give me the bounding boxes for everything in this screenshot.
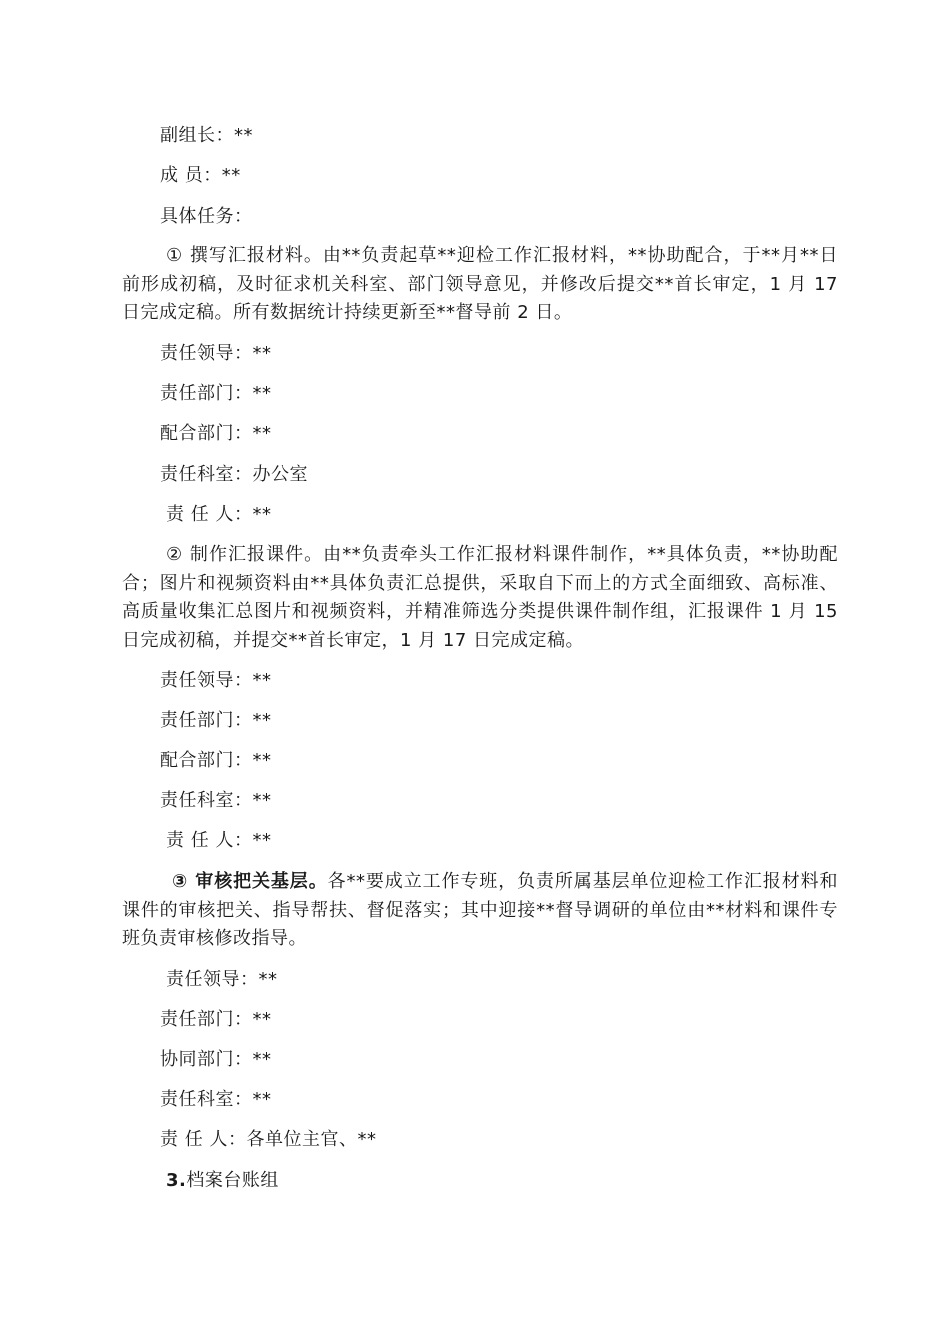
task1-lead: ① 撰写汇报材料。 <box>166 245 323 266</box>
task1-leader: 责任领导：** <box>160 343 272 364</box>
vice-leader-line: 副组长：** <box>160 125 253 146</box>
task1-person: 责 任 人：** <box>166 504 272 525</box>
task3-leader: 责任领导：** <box>166 969 278 990</box>
task3-coop: 协同部门：** <box>160 1049 272 1070</box>
task2-coop: 配合部门：** <box>160 750 272 771</box>
task1-coop: 配合部门：** <box>160 423 272 444</box>
task1-paragraph <box>122 242 838 328</box>
task2-body: 由**负责牵头工作汇报材料课件制作，**具体负责，**协助配合；图片和视频资料由**具体负责汇总提供，采取自下而上的方式全面细致、高标准、高质量收集汇总图片和视频资料，并精准筛选分类提供课件制作组，汇报课件 1 月 15 日完成初稿，并提交**首长审定，1 月 17 日完成定稿。 <box>122 544 839 651</box>
task3-office: 责任科室：** <box>160 1089 272 1110</box>
section3-number: 3. <box>166 1170 187 1191</box>
task3-paragraph <box>122 868 838 954</box>
tasks-heading: 具体任务： <box>160 206 253 227</box>
task3-body: 各**要成立工作专班，负责所属基层单位迎检工作汇报材料和课件的审核把关、指导帮扶、督促落实；其中迎接**督导调研的单位由**材料和课件专班负责审核修改指导。 <box>122 871 838 949</box>
task2-office: 责任科室：** <box>160 790 272 811</box>
task3-lead: ③ 审核把关基层。 <box>172 871 328 892</box>
task1-body: 由**负责起草**迎检工作汇报材料，**协助配合，于**月**日前形成初稿，及时征求机关科室、部门领导意见，并修改后提交**首长审定，1 月 17 日完成定稿。所有数据统计持续更新至**督导前 2 日。 <box>122 245 839 323</box>
task2-leader: 责任领导：** <box>160 670 272 691</box>
task2-paragraph <box>122 541 838 655</box>
section3-title: 档案台账组 <box>186 1170 279 1191</box>
section3-heading <box>166 1167 279 1195</box>
task2-dept: 责任部门：** <box>160 710 272 731</box>
task1-office: 责任科室：办公室 <box>160 464 308 485</box>
members-line: 成 员：** <box>160 165 241 186</box>
task3-dept: 责任部门：** <box>160 1009 272 1030</box>
task2-person: 责 任 人：** <box>166 830 272 851</box>
task2-lead: ② 制作汇报课件。 <box>166 544 324 565</box>
task1-dept: 责任部门：** <box>160 383 272 404</box>
task3-person: 责 任 人：各单位主官、** <box>160 1129 377 1150</box>
